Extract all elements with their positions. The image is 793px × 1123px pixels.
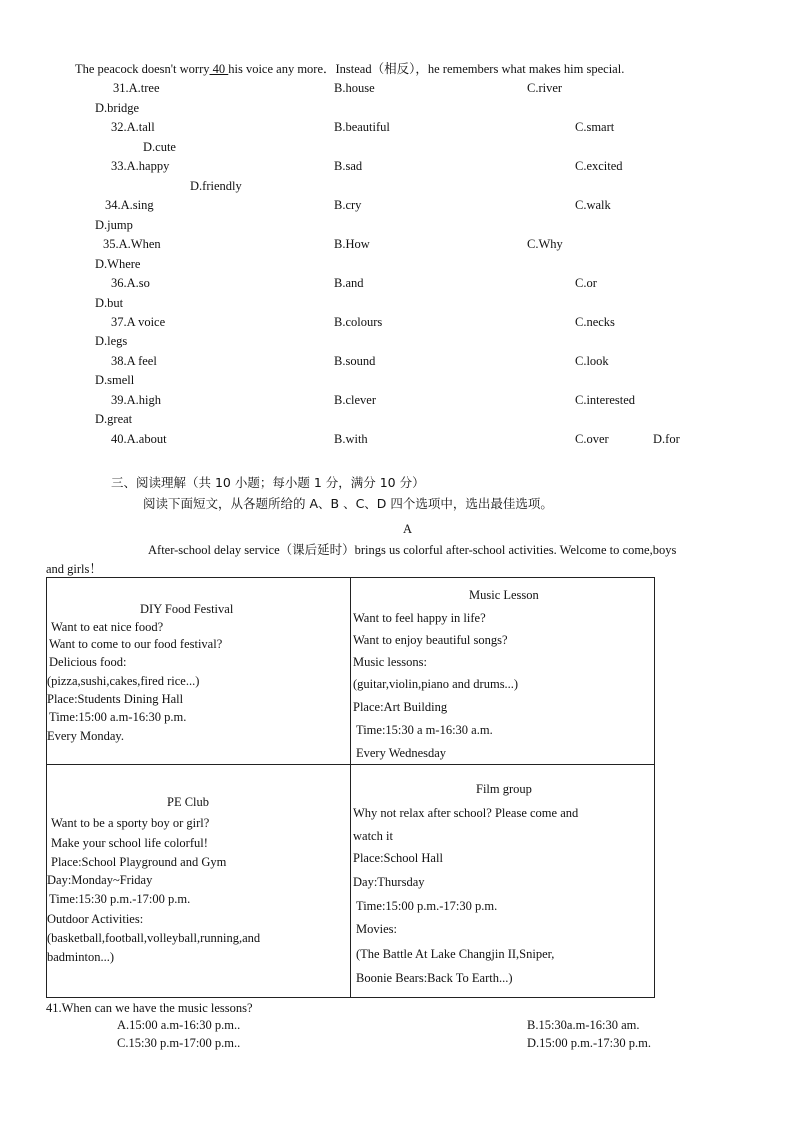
film-line: Day:Thursday [353,875,425,889]
option-37-b: B.colours [334,315,383,329]
option-37-d: D.legs [95,334,128,348]
film-line: watch it [353,829,393,843]
option-32-d: D.cute [143,140,176,154]
option-35-c: C.Why [527,237,563,251]
pe-line: Make your school life colorful! [51,836,208,850]
food-line: Want to come to our food festival? [49,637,223,651]
option-31-a: 31.A.tree [113,81,160,95]
passage-intro-line-1: After-school delay service（课后延时）brings us colorful after-school activities. Welcome to come,boys [148,543,677,557]
film-line: Boonie Bears:Back To Earth...) [356,971,513,985]
option-33-c: C.excited [575,159,623,173]
passage-intro-line-2: and girls！ [46,562,102,576]
music-line: Time:15:30 a m-16:30 a.m. [356,723,493,737]
passage-closing-line [75,61,624,77]
activities-table [46,577,655,998]
option-34-d: D.jump [95,218,133,232]
option-39-a: 39.A.high [111,393,161,407]
option-31-c: C.river [527,81,563,95]
option-35-a: 35.A.When [103,237,161,251]
music-line: Place:Art Building [353,700,448,714]
option-36-b: B.and [334,276,364,290]
question-41-option-b: B.15:30a.m-16:30 am. [527,1018,640,1032]
pe-line: Place:School Playground and Gym [51,855,227,869]
film-line: Movies: [356,922,397,936]
option-40-d: D.for [653,432,680,446]
pe-line: Want to be a sporty boy or girl? [51,816,210,830]
option-33-d: D.friendly [190,179,242,193]
passage-label: A [403,522,413,536]
option-32-c: C.smart [575,120,615,134]
pe-line: badminton...) [47,950,115,964]
option-35-d: D.Where [95,257,141,271]
pe-line: (basketball,football,volleyball,running,and [47,931,261,945]
option-40-b: B.with [334,432,368,446]
option-38-c: C.look [575,354,609,368]
question-41-option-d: D.15:00 p.m.-17:30 p.m. [527,1036,651,1050]
pe-line: Outdoor Activities: [47,912,144,926]
music-line: (guitar,violin,piano and drums...) [353,677,519,691]
option-40-a: 40.A.about [111,432,167,446]
option-32-b: B.beautiful [334,120,390,134]
music-line: Music lessons: [353,655,427,669]
film-group-cell [351,765,655,998]
music-line: Want to enjoy beautiful songs? [353,633,508,647]
film-line: Place:School Hall [353,851,443,865]
intro-before: The peacock doesn't worry [75,62,210,76]
option-33-a: 33.A.happy [111,159,170,173]
section-instruction: 阅读下面短文，从各题所给的 A、B 、C、D 四个选项中，选出最佳选项。 [143,496,553,511]
option-34-a: 34.A.sing [105,198,154,212]
food-line: Every Monday. [47,729,124,743]
option-33-b: B.sad [334,159,363,173]
food-festival-cell [47,578,351,765]
section-heading: 三、阅读理解（共 10 小题；每小题 1 分，满分 10 分） [111,475,425,490]
option-37-c: C.necks [575,315,615,329]
option-34-b: B.cry [334,198,362,212]
option-38-d: D.smell [95,373,135,387]
option-34-c: C.walk [575,198,611,212]
option-38-b: B.sound [334,354,376,368]
food-title: DIY Food Festival [140,602,234,616]
food-line: Place:Students Dining Hall [47,692,184,706]
film-line: (The Battle At Lake Changjin II,Sniper, [356,947,555,961]
music-lesson-cell [351,578,655,765]
music-title: Music Lesson [469,588,539,602]
food-line: Time:15:00 a.m-16:30 p.m. [49,710,187,724]
option-39-c: C.interested [575,393,636,407]
food-line: Delicious food: [49,655,127,669]
music-line: Want to feel happy in life? [353,611,486,625]
film-title: Film group [476,782,532,796]
option-36-a: 36.A.so [111,276,150,290]
option-31-d: D.bridge [95,101,140,115]
food-line: Want to eat nice food? [51,620,164,634]
question-41-option-c: C.15:30 p.m-17:00 p.m.. [117,1036,241,1050]
option-39-b: B.clever [334,393,376,407]
option-36-c: C.or [575,276,597,290]
film-line: Why not relax after school? Please come and [353,806,579,820]
pe-line: Time:15:30 p.m.-17:00 p.m. [49,892,191,906]
option-39-d: D.great [95,412,133,426]
question-41-stem: 41.When can we have the music lessons? [46,1001,253,1015]
intro-after: his voice any more．Instead（相反），he remembers what makes him special. [228,62,625,76]
option-38-a: 38.A feel [111,354,157,368]
option-36-d: D.but [95,296,124,310]
question-41-option-a: A.15:00 a.m-16:30 p.m.. [117,1018,241,1032]
option-37-a: 37.A voice [111,315,166,329]
food-line: (pizza,sushi,cakes,fired rice...) [47,674,200,688]
option-32-a: 32.A.tall [111,120,155,134]
pe-club-cell [47,765,351,998]
option-35-b: B.How [334,237,370,251]
option-40-c: C.over [575,432,609,446]
blank-40: 40 [209,62,229,76]
music-line: Every Wednesday [356,746,447,760]
film-line: Time:15:00 p.m.-17:30 p.m. [356,899,498,913]
option-31-b: B.house [334,81,375,95]
pe-title: PE Club [167,795,210,809]
pe-line: Day:Monday~Friday [47,873,153,887]
